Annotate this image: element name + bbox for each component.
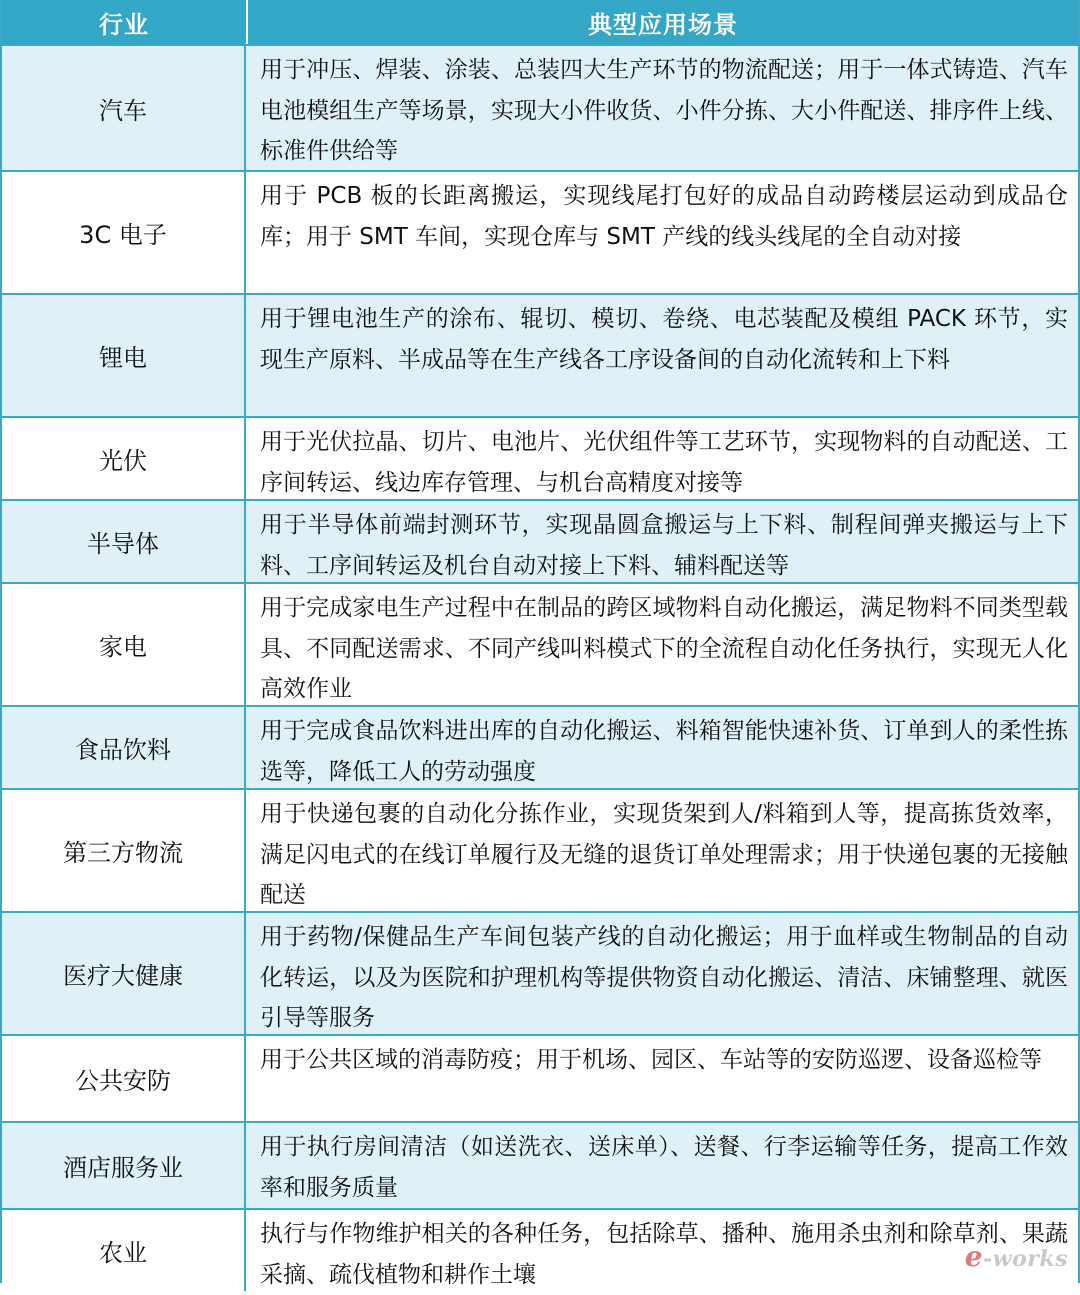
scenario-cell: 用于药物/保健品生产车间包装产线的自动化搬运；用于血样或生物制品的自动化转运，以及为医院和护理机构等提供物资自动化搬运、清洁、床铺整理、就医引导等服务 — [260, 924, 1068, 1031]
header-industry: 行业 — [2, 0, 248, 44]
scenario-cell: 用于半导体前端封测环节，实现晶圆盒搬运与上下料、制程间弹夹搬运与上下料、工序间转运及机台自动对接上下料、辅料配送等 — [260, 512, 1068, 579]
table-row — [2, 416, 1078, 499]
industry-cell: 农业 — [2, 1210, 246, 1291]
scenario-cell: 用于快递包裹的自动化分拣作业，实现货架到人/料箱到人等，提高拣货效率，满足闪电式的在线订单履行及无缝的退货订单处理需求；用于快递包裹的无接触配送 — [260, 801, 1068, 908]
industry-cell: 酒店服务业 — [2, 1123, 246, 1208]
table-row — [2, 1208, 1078, 1291]
scenario-cell: 用于完成家电生产过程中在制品的跨区域物料自动化搬运，满足物料不同类型载具、不同配送需求、不同产线叫料模式下的全流程自动化任务执行，实现无人化高效作业 — [260, 595, 1068, 702]
industry-cell: 家电 — [2, 584, 246, 705]
table-row — [2, 293, 1078, 416]
industry-cell: 第三方物流 — [2, 790, 246, 911]
table-row — [2, 1034, 1078, 1121]
industry-cell: 光伏 — [2, 418, 246, 499]
scenario-cell: 用于公共区域的消毒防疫；用于机场、园区、车站等的安防巡逻、设备巡检等 — [260, 1047, 1042, 1073]
table-row — [2, 499, 1078, 582]
scenario-cell: 用于冲压、焊装、涂装、总装四大生产环节的物流配送；用于一体式铸造、汽车电池模组生产等场景，实现大小件收货、小件分拣、大小件配送、排序件上线、标准件供给等 — [260, 57, 1068, 164]
industry-cell: 3C 电子 — [2, 172, 246, 293]
table-row — [2, 911, 1078, 1034]
table-row — [2, 705, 1078, 788]
industry-cell: 公共安防 — [2, 1036, 246, 1121]
eworks-watermark-logo: e-works — [964, 1240, 1068, 1273]
table-row — [2, 44, 1078, 170]
scenario-cell: 用于光伏拉晶、切片、电池片、光伏组件等工艺环节，实现物料的自动配送、工序间转运、线边库存管理、与机台高精度对接等 — [260, 429, 1068, 496]
scenario-cell: 执行与作物维护相关的各种任务，包括除草、播种、施用杀虫剂和除草剂、果蔬采摘、疏伐植物和耕作土壤 — [260, 1221, 1068, 1288]
table-header — [2, 0, 1078, 44]
scenario-cell: 用于锂电池生产的涂布、辊切、模切、卷绕、电芯装配及模组 PACK 环节，实现生产原料、半成品等在生产线各工序设备间的自动化流转和上下料 — [260, 306, 1068, 373]
scenario-cell: 用于 PCB 板的长距离搬运，实现线尾打包好的成品自动跨楼层运动到成品仓库；用于 SMT 车间，实现仓库与 SMT 产线的线头线尾的全自动对接 — [260, 183, 1068, 250]
industry-cell: 医疗大健康 — [2, 913, 246, 1034]
header-scenario: 典型应用场景 — [588, 10, 738, 39]
scenario-cell: 用于完成食品饮料进出库的自动化搬运、料箱智能快速补货、订单到人的柔性拣选等，降低工人的劳动强度 — [260, 718, 1068, 785]
table-row — [2, 1121, 1078, 1208]
scenario-cell: 用于执行房间清洁（如送洗衣、送床单）、送餐、行李运输等任务，提高工作效率和服务质量 — [260, 1134, 1068, 1201]
industry-cell: 汽车 — [2, 46, 246, 170]
industry-cell: 半导体 — [2, 501, 246, 582]
table-row — [2, 170, 1078, 293]
table-row — [2, 582, 1078, 705]
table-row — [2, 788, 1078, 911]
industry-cell: 锂电 — [2, 295, 246, 416]
industry-cell: 食品饮料 — [2, 707, 246, 788]
